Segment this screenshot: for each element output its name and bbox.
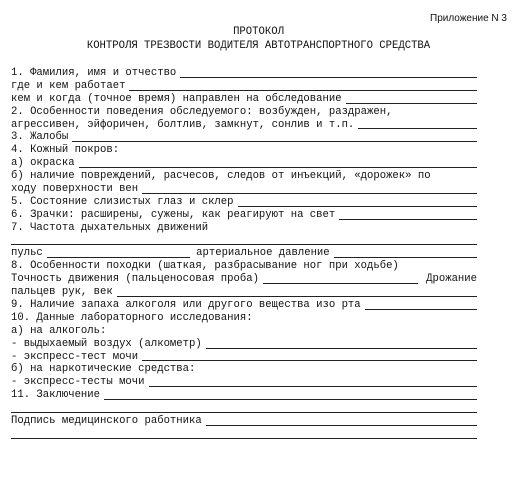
referral-input[interactable] (346, 94, 477, 104)
alcohol-smell-input[interactable] (365, 300, 477, 310)
conclusion-input[interactable] (104, 390, 477, 400)
field-behavior: 2. Особенности поведения обследуемого: возбужден, раздражен, (11, 105, 393, 118)
complaints-input[interactable] (72, 132, 477, 142)
workplace-input[interactable] (129, 81, 477, 91)
field-gait: 8. Особенности походки (шаткая, разбрасывание ног при ходьбе) (11, 260, 399, 273)
field-signature: Подпись медицинского работника (11, 415, 477, 428)
field-breathing: 7. Частота дыхательных движений (11, 221, 209, 234)
skin-color-input[interactable] (79, 158, 477, 168)
behavior-input[interactable] (358, 119, 477, 129)
full-name-input[interactable] (180, 68, 477, 78)
signature-input[interactable] (206, 416, 477, 426)
pulse-input[interactable] (47, 248, 190, 258)
field-breathalyzer: - выдыхаемый воздух (алкометр) (11, 338, 477, 351)
field-urine-alcohol: - экспресс-тест мочи (11, 351, 477, 364)
field-conclusion: 11. Заключение (11, 389, 477, 402)
field-conclusion-line (11, 402, 477, 415)
appendix-label: Приложение N 3 (430, 13, 507, 24)
signature-input-2[interactable] (11, 429, 477, 439)
field-signature-line (11, 428, 477, 441)
field-skin-color: а) окраска (11, 157, 477, 170)
protocol-form (11, 67, 477, 441)
tremor-input[interactable] (117, 287, 477, 297)
protocol-title: ПРОТОКОЛ (233, 26, 284, 38)
field-lab-alcohol: а) на алкоголь: (11, 324, 107, 337)
field-lab-drugs: б) на наркотические средства: (11, 363, 196, 376)
field-complaints: 3. Жалобы (11, 131, 477, 144)
field-workplace: где и кем работает (11, 80, 477, 93)
field-skin-damage-cont: ходу поверхности вен (11, 183, 477, 196)
pressure-input[interactable] (334, 248, 477, 258)
eyes-input[interactable] (238, 197, 477, 207)
protocol-subtitle: КОНТРОЛЯ ТРЕЗВОСТИ ВОДИТЕЛЯ АВТОТРАНСПОРТНОГО СРЕДСТВА (86, 40, 431, 52)
skin-damage-input[interactable] (142, 184, 477, 194)
field-skin: 4. Кожный покров: (11, 144, 120, 157)
field-breathing-line (11, 235, 477, 248)
field-referral: кем и когда (точное время) направлен на обследование (11, 93, 477, 106)
field-urine-drugs: - экспресс-тесты мочи (11, 376, 477, 389)
field-tremor: пальцев рук, век (11, 286, 477, 299)
field-behavior-cont: агрессивен, эйфоричен, болтлив, замкнут, сонлив и т.п. (11, 119, 477, 132)
coordination-input[interactable] (263, 274, 418, 284)
field-alcohol-smell: 9. Наличие запаха алкоголя или другого вещества изо рта (11, 299, 477, 312)
field-lab: 10. Данные лабораторного исследования: (11, 311, 253, 324)
breathalyzer-input[interactable] (206, 339, 477, 349)
pupils-input[interactable] (339, 210, 477, 220)
field-coordination: Точность движения (пальценосовая проба) Дрожание (11, 273, 477, 286)
field-pulse-pressure: пульс артериальное давление (11, 247, 477, 260)
conclusion-input-2[interactable] (11, 403, 477, 413)
field-pupils: 6. Зрачки: расширены, сужены, как реагируют на свет (11, 209, 477, 222)
breathing-input[interactable] (11, 235, 477, 245)
urine-drugs-input[interactable] (149, 377, 477, 387)
field-skin-damage: б) наличие повреждений, расчесов, следов от инъекций, «дорожек» по (11, 170, 431, 183)
urine-alcohol-input[interactable] (142, 351, 477, 361)
field-eyes: 5. Состояние слизистых глаз и склер (11, 196, 477, 209)
field-full-name: 1. Фамилия, имя и отчество (11, 67, 477, 80)
